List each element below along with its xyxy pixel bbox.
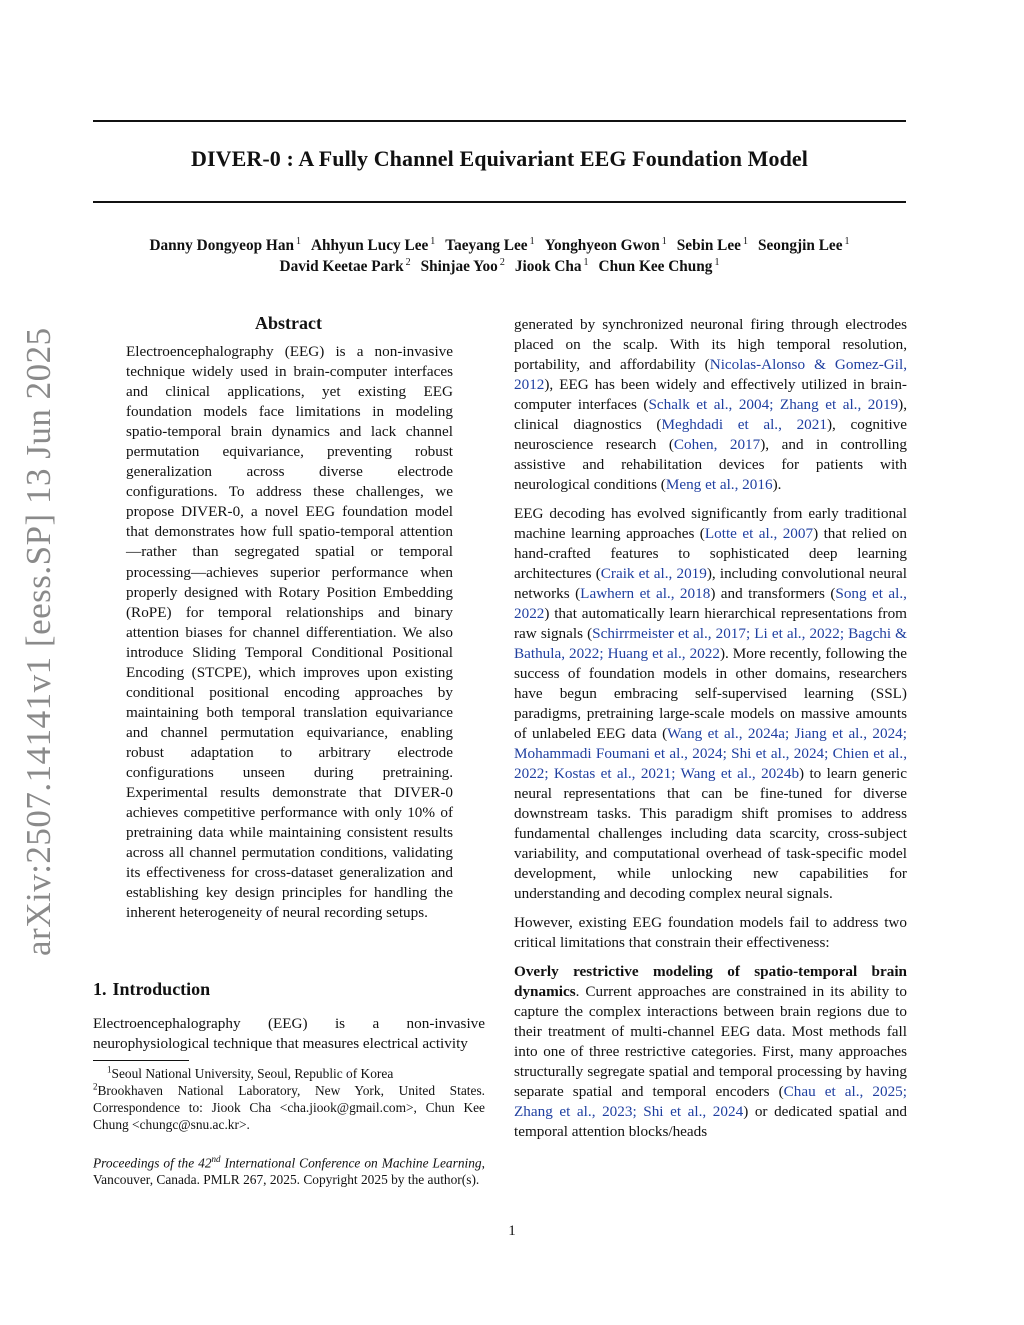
affiliation-2: Brookhaven National Laboratory, New York, United States. Correspondence to: Jiook Cha <cha.jiook@gmail.com>, Chun Kee Chung <chungc@snu.ac.kr>. xyxy=(93,1083,485,1132)
right-column xyxy=(514,315,907,1151)
affiliation-marker: 1 xyxy=(529,235,535,247)
body-text: ) to learn generic neural representations that can be fine-tuned for diverse downstream tasks. This paradigm shift promises to address fundamental challenges including data scarcity, cross-subject variability, and computational overhead of task-specific model development, while unlocking new capabilities for understanding and decoding complex neural signals. xyxy=(514,765,907,902)
affiliations-footnote xyxy=(93,1065,485,1133)
citation-link[interactable]: Chau et al., 2025; Zhang et al., 2023; Shi et al., 2024 xyxy=(514,1083,907,1120)
paragraph-lead: Overly restrictive modeling of spatio-temporal brain dynamics xyxy=(514,963,907,1000)
affiliation-marker: 1 xyxy=(295,235,301,247)
author-name xyxy=(445,237,534,254)
body-text: generated by synchronized neuronal firing through electrodes placed on the scalp. With its high temporal resolution, portability, and affordability ( xyxy=(514,316,907,373)
affiliation-marker: 1 xyxy=(844,235,850,247)
author-name-text: Chun Kee Chung xyxy=(598,258,713,275)
author-name-text: Seongjin Lee xyxy=(757,237,843,254)
proceedings-rest: , Vancouver, Canada. PMLR 267, 2025. Copyright 2025 by the author(s). xyxy=(93,1155,485,1188)
proceedings-prefix: Proceedings of the 42 xyxy=(93,1155,212,1171)
citation-link[interactable]: Lotte et al., 2007 xyxy=(704,525,814,542)
affiliation-1: Seoul National University, Seoul, Republic of Korea xyxy=(111,1066,394,1081)
section-number: 1. xyxy=(93,979,107,999)
affiliation-marker: 1 xyxy=(742,235,748,247)
affiliation-marker: 1 xyxy=(430,235,436,247)
author-name xyxy=(515,258,589,275)
author-name-text: Danny Dongyeop Han xyxy=(149,237,294,254)
author-name xyxy=(149,237,301,254)
body-text: ) that relied on hand-crafted features to sophisticated deep learning architectures ( xyxy=(514,525,907,582)
footnote-divider xyxy=(93,1060,189,1061)
body-text: ) that automatically learn hierarchical representations from raw signals ( xyxy=(514,605,907,642)
author-name xyxy=(280,258,411,275)
body-text: EEG decoding has evolved significantly from early traditional machine learning approaches ( xyxy=(514,505,907,542)
affiliation-mark-2: 2 xyxy=(93,1081,98,1092)
intro-paragraph-3: However, existing EEG foundation models fail to address two critical limitations that constrain their effectiveness: xyxy=(514,914,907,951)
affiliation-marker: 2 xyxy=(405,256,411,268)
affiliation-marker: 2 xyxy=(499,256,505,268)
author-name-text: Jiook Cha xyxy=(514,258,582,275)
intro-paragraph-4 xyxy=(514,962,907,1142)
page-number: 1 xyxy=(508,1223,516,1239)
author-name-text: Shinjae Yoo xyxy=(420,258,498,275)
intro-paragraph-2 xyxy=(514,504,907,904)
citation-link[interactable]: Lawhern et al., 2018 xyxy=(580,585,711,602)
citation-link[interactable]: Schirrmeister et al., 2017; Li et al., 2022; Bagchi & Bathula, 2022; Huang et al., 2022 xyxy=(514,625,907,662)
citation-link[interactable]: Meng et al., 2016 xyxy=(665,476,773,493)
body-text: ), and in controlling assistive and rehabilitation devices for patients with neurological conditions ( xyxy=(514,436,907,493)
citation-link[interactable]: Schalk et al., 2004; Zhang et al., 2019 xyxy=(648,396,899,413)
paper-title: DIVER-0 : A Fully Channel Equivariant EEG Foundation Model xyxy=(190,146,809,171)
author-name xyxy=(758,237,850,254)
body-text: ) and transformers ( xyxy=(710,585,836,602)
affiliation-marker: 1 xyxy=(583,256,589,268)
author-name-text: David Keetae Park xyxy=(279,258,404,275)
citation-link[interactable]: Wang et al., 2024a; Jiang et al., 2024; Mohammadi Foumani et al., 2024; Shi et al., 2024; Chien et al., 2022; Kostas et al., 2021; Wang et al., 2024b xyxy=(514,725,907,782)
author-list-row-1 xyxy=(93,236,906,256)
body-text: ). xyxy=(772,476,782,493)
citation-link[interactable]: Song et al., 2022 xyxy=(514,585,907,622)
proceedings-ordinal: nd xyxy=(211,1154,221,1164)
body-text: ), cognitive neuroscience research ( xyxy=(514,416,907,453)
abstract-heading: Abstract xyxy=(255,313,322,333)
author-list-row-2 xyxy=(93,257,906,277)
section-heading-introduction xyxy=(93,979,210,1000)
proceedings-notice xyxy=(93,1151,485,1188)
author-name-text: Taeyang Lee xyxy=(445,237,528,254)
arxiv-identifier: arXiv:2507.14141v1 [eess.SP] 13 Jun 2025 xyxy=(19,327,58,956)
body-text: ), including convolutional neural networks ( xyxy=(514,565,907,602)
author-name-text: Ahhyun Lucy Lee xyxy=(310,237,429,254)
affiliation-marker: 1 xyxy=(714,256,720,268)
proceedings-venue: International Conference on Machine Learning xyxy=(220,1155,482,1171)
body-text: ). More recently, following the success of foundation models in other domains, researchers have begun embracing self-supervised learning (SSL) paradigms, pretraining large-scale models on massive amounts of unlabeled EEG data ( xyxy=(514,645,907,742)
title-rule-top xyxy=(93,120,906,122)
author-name xyxy=(421,258,505,275)
body-text: ) or dedicated spatial and temporal attention blocks/heads xyxy=(514,1103,908,1140)
author-name-text: Sebin Lee xyxy=(676,237,741,254)
body-text: . Current approaches are constrained in its ability to capture the complex interactions between brain regions due to their treatment of multi-channel EEG data. Most methods fall into one of three restrictive categories. First, many approaches structurally segregate spatial and temporal processing by having separate spatial and temporal encoders ( xyxy=(514,983,907,1100)
intro-paragraph-1 xyxy=(514,315,907,495)
abstract-text: Electroencephalography (EEG) is a non-invasive technique widely used in brain-computer interfaces and clinical applications, yet existing EEG foundation models face limitations in modeling spatio-temporal brain dynamics and lack channel permutation equivariance, preventing robust generalization across diverse electrode configurations. To address these challenges, we propose DIVER-0, a novel EEG foundation model that demonstrates how full spatio-temporal attention—rather than segregated spatial or temporal processing—achieves superior performance when properly designed with Rotary Position Embedding (RoPE) for temporal relationships and binary attention biases for channel differentiation. We also introduce Sliding Temporal Conditional Positional Encoding (STCPE), which improves upon existing conditional positional encoding approaches by maintaining both temporal translation equivariance and channel permutation equivariance, enabling robust adaptation to arbitrary electrode configurations unseen during pretraining. Experimental results demonstrate that DIVER-0 achieves competitive performance with only 10% of pretraining data while maintaining consistent results across all channel permutation conditions, validating its effectiveness for cross-dataset generalization and establishing key design principles for handling the inherent heterogeneity of neural recording setups. xyxy=(126,343,453,922)
author-name xyxy=(545,237,667,254)
citation-link[interactable]: Nicolas-Alonso & Gomez-Gil, 2012 xyxy=(514,356,908,393)
author-name-text: Yonghyeon Gwon xyxy=(544,237,660,254)
body-text: ), EEG has been widely and effectively utilized in brain-computer interfaces ( xyxy=(514,376,907,413)
section-title: Introduction xyxy=(112,979,211,999)
affiliation-mark-1: 1 xyxy=(107,1064,112,1075)
citation-link[interactable]: Meghdadi et al., 2021 xyxy=(661,416,827,433)
citation-link[interactable]: Craik et al., 2019 xyxy=(600,565,707,582)
intro-left-paragraph: Electroencephalography (EEG) is a non-invasive neurophysiological technique that measures electrical activity xyxy=(93,1015,485,1052)
affiliation-marker: 1 xyxy=(661,235,667,247)
author-name xyxy=(677,237,748,254)
author-name xyxy=(599,258,720,275)
citation-link[interactable]: Cohen, 2017 xyxy=(673,436,761,453)
body-text: ), clinical diagnostics ( xyxy=(514,396,907,433)
title-rule-bottom xyxy=(93,201,906,203)
author-name xyxy=(311,237,435,254)
